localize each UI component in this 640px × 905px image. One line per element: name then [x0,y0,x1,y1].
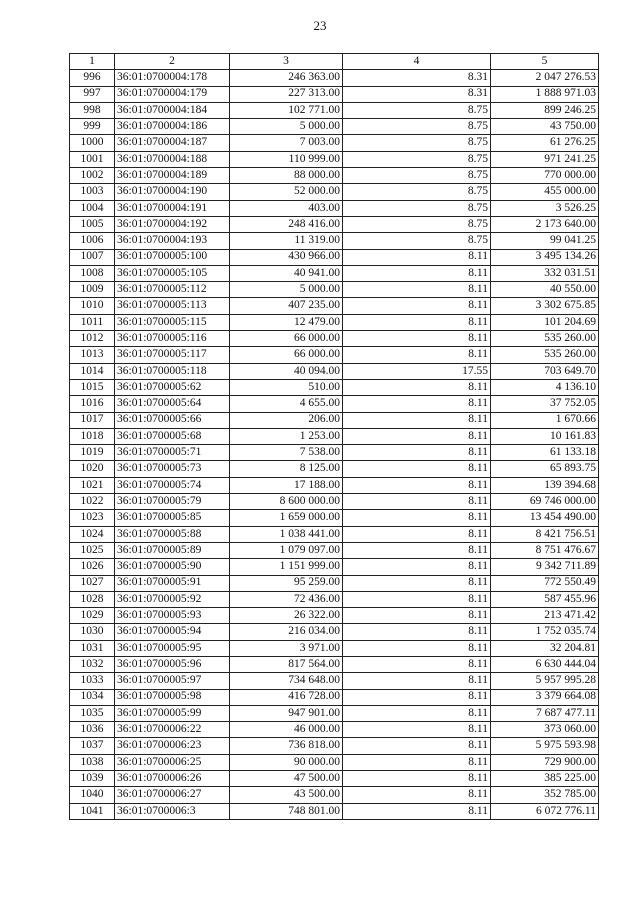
value-cell: 32 204.81 [491,640,599,656]
table-row [70,754,599,770]
row-number-cell: 1003 [70,184,115,200]
table-row [70,119,599,135]
table-row [70,738,599,754]
area-cell: 1 038 441.00 [230,526,343,542]
row-number-cell: 1024 [70,526,115,542]
area-cell: 227 313.00 [230,86,343,102]
rate-cell: 8.75 [343,102,491,118]
cadastral-number-cell: 36:01:0700005:79 [115,494,230,510]
rate-cell: 8.11 [343,461,491,477]
value-cell: 770 000.00 [491,168,599,184]
value-cell: 2 173 640.00 [491,216,599,232]
rate-cell: 8.31 [343,86,491,102]
row-number-cell: 1035 [70,705,115,721]
rate-cell: 8.11 [343,559,491,575]
row-number-cell: 1019 [70,445,115,461]
value-cell: 61 276.25 [491,135,599,151]
area-cell: 407 235.00 [230,298,343,314]
row-number-cell: 1004 [70,200,115,216]
table-row [70,298,599,314]
area-cell: 7 003.00 [230,135,343,151]
area-cell: 88 000.00 [230,168,343,184]
cadastral-number-cell: 36:01:0700004:191 [115,200,230,216]
cadastral-number-cell: 36:01:0700005:97 [115,673,230,689]
rate-cell: 8.11 [343,526,491,542]
value-cell: 13 454 490.00 [491,510,599,526]
cadastral-number-cell: 36:01:0700004:179 [115,86,230,102]
area-cell: 40 941.00 [230,265,343,281]
cadastral-number-cell: 36:01:0700005:93 [115,608,230,624]
cadastral-number-cell: 36:01:0700006:27 [115,787,230,803]
value-cell: 5 957 995.28 [491,673,599,689]
cadastral-number-cell: 36:01:0700005:62 [115,379,230,395]
rate-cell: 8.11 [343,282,491,298]
row-number-cell: 1018 [70,428,115,444]
table-row [70,510,599,526]
table-row [70,591,599,607]
area-cell: 12 479.00 [230,314,343,330]
cadastral-number-cell: 36:01:0700005:116 [115,331,230,347]
cadastral-number-cell: 36:01:0700005:90 [115,559,230,575]
cadastral-number-cell: 36:01:0700005:94 [115,624,230,640]
cadastral-number-cell: 36:01:0700005:117 [115,347,230,363]
table-row [70,477,599,493]
rate-cell: 8.11 [343,445,491,461]
rate-cell: 8.11 [343,428,491,444]
cadastral-number-cell: 36:01:0700005:85 [115,510,230,526]
row-number-cell: 996 [70,70,115,86]
cadastral-number-cell: 36:01:0700004:184 [115,102,230,118]
cadastral-number-cell: 36:01:0700004:187 [115,135,230,151]
row-number-cell: 1002 [70,168,115,184]
row-number-cell: 1009 [70,282,115,298]
row-number-cell: 1015 [70,379,115,395]
area-cell: 4 655.00 [230,396,343,412]
table-row [70,575,599,591]
row-number-cell: 1030 [70,624,115,640]
table-row [70,363,599,379]
area-cell: 416 728.00 [230,689,343,705]
table-row [70,102,599,118]
rate-cell: 8.11 [343,347,491,363]
rate-cell: 8.11 [343,265,491,281]
area-cell: 1 253.00 [230,428,343,444]
cadastral-number-cell: 36:01:0700005:73 [115,461,230,477]
value-cell: 5 975 593.98 [491,738,599,754]
rate-cell: 8.75 [343,216,491,232]
table-row [70,265,599,281]
table-row [70,347,599,363]
table-row [70,640,599,656]
cadastral-number-cell: 36:01:0700004:193 [115,233,230,249]
rate-cell: 17.55 [343,363,491,379]
row-number-cell: 1026 [70,559,115,575]
area-cell: 248 416.00 [230,216,343,232]
cadastral-number-cell: 36:01:0700005:89 [115,542,230,558]
area-cell: 8 125.00 [230,461,343,477]
cadastral-number-cell: 36:01:0700005:92 [115,591,230,607]
cadastral-number-cell: 36:01:0700004:188 [115,151,230,167]
rate-cell: 8.11 [343,640,491,656]
rate-cell: 8.11 [343,803,491,819]
rate-cell: 8.75 [343,184,491,200]
table-row [70,249,599,265]
rate-cell: 8.11 [343,249,491,265]
value-cell: 385 225.00 [491,771,599,787]
row-number-cell: 1036 [70,722,115,738]
table-header-row [70,54,599,70]
value-cell: 587 455.96 [491,591,599,607]
cadastral-number-cell: 36:01:0700005:95 [115,640,230,656]
table-row [70,624,599,640]
value-cell: 373 060.00 [491,722,599,738]
value-cell: 65 893.75 [491,461,599,477]
value-cell: 352 785.00 [491,787,599,803]
row-number-cell: 1013 [70,347,115,363]
value-cell: 9 342 711.89 [491,559,599,575]
rate-cell: 8.11 [343,331,491,347]
row-number-cell: 1031 [70,640,115,656]
row-number-cell: 1023 [70,510,115,526]
area-cell: 47 500.00 [230,771,343,787]
rate-cell: 8.11 [343,510,491,526]
rate-cell: 8.11 [343,787,491,803]
area-cell: 510.00 [230,379,343,395]
value-cell: 332 031.51 [491,265,599,281]
area-cell: 26 322.00 [230,608,343,624]
rate-cell: 8.11 [343,575,491,591]
rate-cell: 8.11 [343,298,491,314]
table-row [70,526,599,542]
table-row [70,379,599,395]
row-number-cell: 1020 [70,461,115,477]
table-row [70,673,599,689]
rate-cell: 8.11 [343,656,491,672]
table-row [70,331,599,347]
value-cell: 213 471.42 [491,608,599,624]
row-number-cell: 1028 [70,591,115,607]
page-number: 23 [313,18,327,33]
row-number-cell: 1025 [70,542,115,558]
area-cell: 403.00 [230,200,343,216]
row-number-cell: 1012 [70,331,115,347]
cadastral-number-cell: 36:01:0700005:96 [115,656,230,672]
cadastral-number-cell: 36:01:0700005:118 [115,363,230,379]
row-number-cell: 1040 [70,787,115,803]
cadastral-number-cell: 36:01:0700006:22 [115,722,230,738]
area-cell: 216 034.00 [230,624,343,640]
area-cell: 52 000.00 [230,184,343,200]
value-cell: 8 751 476.67 [491,542,599,558]
row-number-cell: 999 [70,119,115,135]
value-cell: 10 161.83 [491,428,599,444]
area-cell: 5 000.00 [230,119,343,135]
row-number-cell: 1014 [70,363,115,379]
table-row [70,428,599,444]
cadastral-number-cell: 36:01:0700005:64 [115,396,230,412]
table-row [70,494,599,510]
value-cell: 6 630 444.04 [491,656,599,672]
area-cell: 95 259.00 [230,575,343,591]
table-row [70,151,599,167]
cadastral-number-cell: 36:01:0700005:98 [115,689,230,705]
value-cell: 101 204.69 [491,314,599,330]
table-row [70,184,599,200]
table-row [70,412,599,428]
row-number-cell: 1007 [70,249,115,265]
row-number-cell: 1000 [70,135,115,151]
cadastral-number-cell: 36:01:0700006:3 [115,803,230,819]
table-row [70,722,599,738]
area-cell: 7 538.00 [230,445,343,461]
value-cell: 99 041.25 [491,233,599,249]
row-number-cell: 1016 [70,396,115,412]
area-cell: 66 000.00 [230,331,343,347]
table-row [70,396,599,412]
row-number-cell: 998 [70,102,115,118]
rate-cell: 8.11 [343,494,491,510]
value-cell: 455 000.00 [491,184,599,200]
cadastral-number-cell: 36:01:0700005:115 [115,314,230,330]
area-cell: 5 000.00 [230,282,343,298]
area-cell: 17 188.00 [230,477,343,493]
area-cell: 11 319.00 [230,233,343,249]
area-cell: 1 079 097.00 [230,542,343,558]
row-number-cell: 1011 [70,314,115,330]
cadastral-number-cell: 36:01:0700005:105 [115,265,230,281]
rate-cell: 8.11 [343,624,491,640]
table-row [70,771,599,787]
table-row [70,282,599,298]
row-number-cell: 1027 [70,575,115,591]
area-cell: 3 971.00 [230,640,343,656]
value-cell: 4 136.10 [491,379,599,395]
value-cell: 1 888 971.03 [491,86,599,102]
value-cell: 772 550.49 [491,575,599,591]
rate-cell: 8.11 [343,542,491,558]
rate-cell: 8.31 [343,70,491,86]
rate-cell: 8.11 [343,412,491,428]
table-row [70,803,599,819]
rate-cell: 8.11 [343,396,491,412]
row-number-cell: 1033 [70,673,115,689]
row-number-cell: 1038 [70,754,115,770]
value-cell: 8 421 756.51 [491,526,599,542]
value-cell: 3 302 675.85 [491,298,599,314]
area-cell: 102 771.00 [230,102,343,118]
cadastral-number-cell: 36:01:0700004:189 [115,168,230,184]
cadastral-number-cell: 36:01:0700006:26 [115,771,230,787]
table-row [70,70,599,86]
cadastral-number-cell: 36:01:0700005:113 [115,298,230,314]
area-cell: 110 999.00 [230,151,343,167]
row-number-cell: 1034 [70,689,115,705]
value-cell: 37 752.05 [491,396,599,412]
area-cell: 1 151 999.00 [230,559,343,575]
rate-cell: 8.11 [343,754,491,770]
column-header-2: 2 [115,54,230,70]
table-row [70,689,599,705]
row-number-cell: 1017 [70,412,115,428]
rate-cell: 8.11 [343,689,491,705]
value-cell: 3 495 134.26 [491,249,599,265]
rate-cell: 8.11 [343,477,491,493]
row-number-cell: 997 [70,86,115,102]
value-cell: 61 133.18 [491,445,599,461]
land-plot-table [69,53,599,820]
value-cell: 1 670.66 [491,412,599,428]
row-number-cell: 1037 [70,738,115,754]
row-number-cell: 1041 [70,803,115,819]
rate-cell: 8.75 [343,168,491,184]
cadastral-number-cell: 36:01:0700004:178 [115,70,230,86]
rate-cell: 8.11 [343,673,491,689]
table-row [70,216,599,232]
value-cell: 703 649.70 [491,363,599,379]
row-number-cell: 1008 [70,265,115,281]
table-row [70,233,599,249]
cadastral-number-cell: 36:01:0700004:192 [115,216,230,232]
rate-cell: 8.11 [343,771,491,787]
table-row [70,705,599,721]
value-cell: 2 047 276.53 [491,70,599,86]
column-header-1: 1 [70,54,115,70]
table-row [70,559,599,575]
value-cell: 535 260.00 [491,347,599,363]
cadastral-number-cell: 36:01:0700006:25 [115,754,230,770]
cadastral-number-cell: 36:01:0700005:71 [115,445,230,461]
row-number-cell: 1010 [70,298,115,314]
value-cell: 899 246.25 [491,102,599,118]
rate-cell: 8.75 [343,200,491,216]
table-row [70,445,599,461]
rate-cell: 8.11 [343,379,491,395]
rate-cell: 8.75 [343,135,491,151]
area-cell: 8 600 000.00 [230,494,343,510]
area-cell: 66 000.00 [230,347,343,363]
area-cell: 947 901.00 [230,705,343,721]
area-cell: 748 801.00 [230,803,343,819]
table-row [70,135,599,151]
table-row [70,461,599,477]
value-cell: 535 260.00 [491,331,599,347]
cadastral-number-cell: 36:01:0700005:91 [115,575,230,591]
value-cell: 1 752 035.74 [491,624,599,640]
table-row [70,542,599,558]
cadastral-number-cell: 36:01:0700005:112 [115,282,230,298]
table-row [70,787,599,803]
rate-cell: 8.11 [343,705,491,721]
value-cell: 971 241.25 [491,151,599,167]
value-cell: 729 900.00 [491,754,599,770]
area-cell: 46 000.00 [230,722,343,738]
area-cell: 40 094.00 [230,363,343,379]
row-number-cell: 1029 [70,608,115,624]
column-header-4: 4 [343,54,491,70]
cadastral-number-cell: 36:01:0700004:190 [115,184,230,200]
cadastral-number-cell: 36:01:0700006:23 [115,738,230,754]
table-row [70,200,599,216]
table-row [70,314,599,330]
row-number-cell: 1032 [70,656,115,672]
rate-cell: 8.11 [343,314,491,330]
area-cell: 736 818.00 [230,738,343,754]
table-body [70,70,599,820]
row-number-cell: 1006 [70,233,115,249]
value-cell: 40 550.00 [491,282,599,298]
rate-cell: 8.75 [343,119,491,135]
table-row [70,168,599,184]
row-number-cell: 1005 [70,216,115,232]
area-cell: 1 659 000.00 [230,510,343,526]
value-cell: 7 687 477.11 [491,705,599,721]
area-cell: 430 966.00 [230,249,343,265]
value-cell: 43 750.00 [491,119,599,135]
column-header-5: 5 [491,54,599,70]
rate-cell: 8.11 [343,738,491,754]
value-cell: 69 746 000.00 [491,494,599,510]
area-cell: 206.00 [230,412,343,428]
rate-cell: 8.11 [343,608,491,624]
cadastral-number-cell: 36:01:0700005:88 [115,526,230,542]
area-cell: 734 648.00 [230,673,343,689]
rate-cell: 8.75 [343,151,491,167]
table-row [70,608,599,624]
rate-cell: 8.11 [343,722,491,738]
row-number-cell: 1039 [70,771,115,787]
area-cell: 43 500.00 [230,787,343,803]
cadastral-number-cell: 36:01:0700005:66 [115,412,230,428]
area-cell: 817 564.00 [230,656,343,672]
area-cell: 72 436.00 [230,591,343,607]
column-header-3: 3 [230,54,343,70]
rate-cell: 8.75 [343,233,491,249]
value-cell: 6 072 776.11 [491,803,599,819]
cadastral-number-cell: 36:01:0700005:99 [115,705,230,721]
value-cell: 3 379 664.08 [491,689,599,705]
row-number-cell: 1001 [70,151,115,167]
row-number-cell: 1021 [70,477,115,493]
value-cell: 3 526.25 [491,200,599,216]
table-row [70,656,599,672]
table-row [70,86,599,102]
cadastral-number-cell: 36:01:0700005:100 [115,249,230,265]
cadastral-number-cell: 36:01:0700005:74 [115,477,230,493]
value-cell: 139 394.68 [491,477,599,493]
area-cell: 90 000.00 [230,754,343,770]
area-cell: 246 363.00 [230,70,343,86]
cadastral-number-cell: 36:01:0700005:68 [115,428,230,444]
rate-cell: 8.11 [343,591,491,607]
cadastral-number-cell: 36:01:0700004:186 [115,119,230,135]
row-number-cell: 1022 [70,494,115,510]
